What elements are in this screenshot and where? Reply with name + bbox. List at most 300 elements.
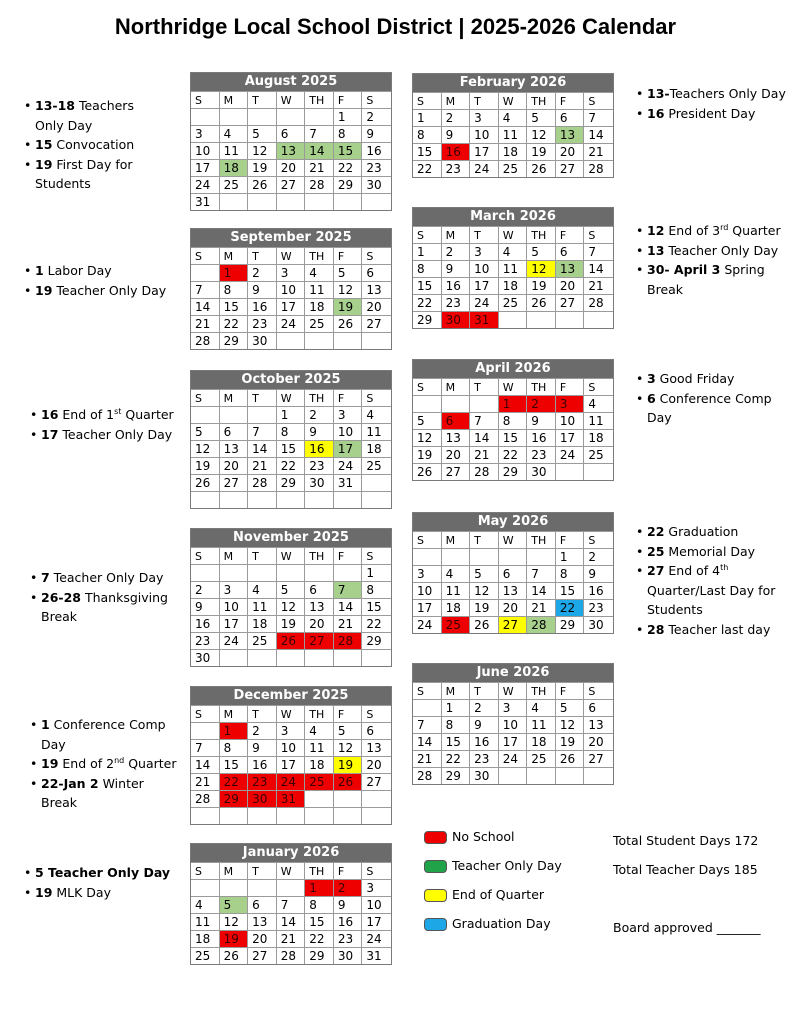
- day-cell: 16: [442, 277, 471, 294]
- empty-cell: [277, 564, 306, 581]
- day-cell: 18: [305, 756, 334, 773]
- day-cell: 20: [556, 143, 585, 160]
- empty-cell: [220, 879, 249, 896]
- day-cell: 16: [334, 913, 363, 930]
- day-cell: 2: [362, 108, 391, 125]
- day-cell: 13: [362, 281, 391, 298]
- note-text: MLK Day: [52, 884, 111, 900]
- empty-cell: [499, 767, 528, 784]
- empty-cell: [220, 807, 249, 824]
- day-cell: 17: [556, 429, 585, 446]
- day-cell: 19: [334, 756, 363, 773]
- note-item: [636, 84, 786, 104]
- note-date: 19: [41, 756, 59, 771]
- day-cell: 16: [248, 298, 277, 315]
- day-cell: 18: [220, 159, 249, 176]
- weekday-header: F: [334, 862, 363, 879]
- empty-cell: [362, 193, 391, 210]
- note-date: 6: [647, 390, 656, 406]
- day-cell: 7: [277, 896, 306, 913]
- weekday-header: S: [413, 682, 442, 699]
- day-cell: 14: [584, 260, 613, 277]
- day-cell: 16: [248, 756, 277, 773]
- day-cell: 31: [470, 311, 499, 328]
- empty-cell: [584, 311, 613, 328]
- month-grid: [191, 705, 391, 824]
- day-cell: 31: [191, 193, 220, 210]
- empty-cell: [413, 548, 442, 565]
- empty-cell: [334, 193, 363, 210]
- day-cell: 11: [499, 126, 528, 143]
- note-text: Convocation: [52, 137, 135, 152]
- day-cell: 9: [248, 281, 277, 298]
- empty-cell: [305, 193, 334, 210]
- day-cell: 20: [362, 298, 391, 315]
- day-cell: 10: [556, 412, 585, 429]
- day-cell: 14: [470, 429, 499, 446]
- empty-cell: [305, 649, 334, 666]
- notes-january: [24, 863, 184, 902]
- day-cell: 19: [470, 599, 499, 616]
- empty-cell: [442, 548, 471, 565]
- note-text: Labor Day: [43, 263, 112, 278]
- weekday-header: T: [248, 91, 277, 108]
- day-cell: 10: [499, 716, 528, 733]
- empty-cell: [248, 879, 277, 896]
- day-cell: 29: [220, 332, 249, 349]
- weekday-header: F: [556, 226, 585, 243]
- weekday-header: TH: [305, 547, 334, 564]
- day-cell: 26: [277, 632, 306, 649]
- day-cell: 1: [413, 109, 442, 126]
- day-cell: 28: [413, 767, 442, 784]
- day-cell: 6: [248, 896, 277, 913]
- day-cell: 4: [220, 125, 249, 142]
- day-cell: 9: [334, 896, 363, 913]
- month-grid: [413, 682, 613, 784]
- day-cell: 7: [413, 716, 442, 733]
- weekday-header: M: [220, 705, 249, 722]
- weekday-header: W: [499, 531, 528, 548]
- weekday-header: F: [556, 92, 585, 109]
- month-grid: [413, 92, 613, 177]
- day-cell: 27: [556, 294, 585, 311]
- note-date: 19: [35, 884, 53, 900]
- notes-march: [636, 221, 786, 299]
- note-ordinal: rd: [720, 222, 729, 232]
- note-item: [24, 135, 164, 155]
- day-cell: 4: [499, 243, 528, 260]
- day-cell: 25: [499, 294, 528, 311]
- empty-cell: [220, 649, 249, 666]
- weekday-header: W: [499, 92, 528, 109]
- weekday-header: T: [470, 378, 499, 395]
- day-cell: 6: [499, 565, 528, 582]
- note-date: 26-28: [41, 589, 81, 605]
- day-cell: 5: [220, 896, 249, 913]
- day-cell: 11: [305, 739, 334, 756]
- day-cell: 20: [220, 457, 249, 474]
- day-cell: 31: [334, 474, 363, 491]
- day-cell: 15: [305, 913, 334, 930]
- note-text: Memorial Day: [664, 543, 756, 559]
- note-text: End of 1: [58, 407, 115, 422]
- total-student-days: Total Student Days 172: [613, 833, 759, 848]
- weekday-header: T: [470, 226, 499, 243]
- day-cell: 28: [527, 616, 556, 633]
- day-cell: 7: [584, 243, 613, 260]
- day-cell: 3: [191, 125, 220, 142]
- day-cell: 10: [413, 582, 442, 599]
- day-cell: 22: [334, 159, 363, 176]
- day-cell: 8: [334, 125, 363, 142]
- weekday-header: S: [584, 531, 613, 548]
- note-date: 16: [647, 105, 665, 121]
- day-cell: 29: [556, 616, 585, 633]
- day-cell: 3: [413, 565, 442, 582]
- weekday-header: T: [248, 247, 277, 264]
- empty-cell: [527, 548, 556, 565]
- day-cell: 30: [584, 616, 613, 633]
- day-cell: 10: [277, 281, 306, 298]
- day-cell: 28: [248, 474, 277, 491]
- day-cell: 5: [556, 699, 585, 716]
- empty-cell: [248, 108, 277, 125]
- weekday-header: M: [442, 92, 471, 109]
- empty-cell: [334, 564, 363, 581]
- day-cell: 2: [584, 548, 613, 565]
- day-cell: 19: [191, 457, 220, 474]
- note-text: End of 2: [58, 756, 115, 771]
- empty-cell: [220, 491, 249, 508]
- note-text: Winter Break: [41, 775, 144, 810]
- empty-cell: [191, 264, 220, 281]
- empty-cell: [305, 807, 334, 824]
- notes-list: [24, 261, 174, 300]
- note-item: [30, 568, 170, 588]
- day-cell: 30: [191, 649, 220, 666]
- day-cell: 9: [584, 565, 613, 582]
- day-cell: 25: [305, 315, 334, 332]
- notes-september: [24, 261, 174, 300]
- day-cell: 17: [499, 733, 528, 750]
- day-cell: 24: [277, 315, 306, 332]
- day-cell: 19: [527, 277, 556, 294]
- day-cell: 13: [556, 260, 585, 277]
- note-date: 25: [647, 543, 665, 559]
- day-cell: 6: [584, 699, 613, 716]
- legend-end-of-quarter-label: End of Quarter: [452, 887, 545, 902]
- month-title: December 2025: [191, 687, 391, 705]
- empty-cell: [362, 491, 391, 508]
- notes-list: [30, 715, 180, 813]
- day-cell: 16: [470, 733, 499, 750]
- note-item: [636, 389, 786, 428]
- day-cell: 1: [442, 699, 471, 716]
- note-text-rest: Quarter: [728, 223, 781, 238]
- empty-cell: [191, 807, 220, 824]
- day-cell: 14: [413, 733, 442, 750]
- day-cell: 25: [527, 750, 556, 767]
- note-item: [30, 715, 180, 754]
- note-item: [636, 221, 786, 241]
- day-cell: 4: [584, 395, 613, 412]
- note-text-rest: Quarter: [121, 407, 174, 422]
- empty-cell: [220, 406, 249, 423]
- day-cell: 22: [305, 930, 334, 947]
- day-cell: 17: [470, 143, 499, 160]
- note-text: First Day for Students: [35, 156, 133, 191]
- day-cell: 5: [527, 243, 556, 260]
- day-cell: 13: [277, 142, 306, 159]
- weekday-header: S: [584, 92, 613, 109]
- legend-no-school-label: No School: [452, 829, 515, 844]
- empty-cell: [305, 790, 334, 807]
- weekday-header: T: [248, 547, 277, 564]
- empty-cell: [334, 332, 363, 349]
- day-cell: 12: [277, 598, 306, 615]
- day-cell: 22: [556, 599, 585, 616]
- day-cell: 21: [470, 446, 499, 463]
- day-cell: 20: [556, 277, 585, 294]
- day-cell: 30: [248, 790, 277, 807]
- empty-cell: [220, 193, 249, 210]
- day-cell: 8: [499, 412, 528, 429]
- day-cell: 9: [442, 126, 471, 143]
- weekday-header: S: [413, 226, 442, 243]
- empty-cell: [334, 491, 363, 508]
- weekday-header: W: [499, 378, 528, 395]
- note-item: [30, 754, 180, 774]
- empty-cell: [499, 311, 528, 328]
- weekday-header: S: [191, 705, 220, 722]
- empty-cell: [305, 108, 334, 125]
- weekday-header: TH: [305, 705, 334, 722]
- day-cell: 25: [584, 446, 613, 463]
- day-cell: 15: [334, 142, 363, 159]
- day-cell: 23: [248, 315, 277, 332]
- day-cell: 24: [470, 160, 499, 177]
- day-cell: 17: [277, 298, 306, 315]
- day-cell: 19: [413, 446, 442, 463]
- day-cell: 17: [470, 277, 499, 294]
- day-cell: 12: [248, 142, 277, 159]
- day-cell: 13: [362, 739, 391, 756]
- empty-cell: [413, 395, 442, 412]
- note-date: 13-: [647, 86, 670, 101]
- day-cell: 8: [277, 423, 306, 440]
- month-title: September 2025: [191, 229, 391, 247]
- note-item: [24, 96, 164, 135]
- day-cell: 10: [220, 598, 249, 615]
- weekday-header: S: [584, 682, 613, 699]
- empty-cell: [362, 649, 391, 666]
- day-cell: 16: [305, 440, 334, 457]
- day-cell: 6: [277, 125, 306, 142]
- day-cell: 2: [442, 243, 471, 260]
- note-item: [30, 588, 170, 627]
- day-cell: 19: [556, 733, 585, 750]
- calendar-mar-2026: [412, 207, 614, 329]
- day-cell: 26: [527, 294, 556, 311]
- day-cell: 20: [248, 930, 277, 947]
- note-date: 19: [35, 156, 53, 172]
- day-cell: 14: [334, 598, 363, 615]
- note-item: [30, 405, 180, 425]
- day-cell: 2: [248, 264, 277, 281]
- weekday-header: T: [470, 682, 499, 699]
- notes-october: [30, 405, 180, 444]
- day-cell: 27: [248, 947, 277, 964]
- empty-cell: [248, 491, 277, 508]
- calendar-apr-2026: [412, 359, 614, 481]
- day-cell: 23: [248, 773, 277, 790]
- day-cell: 10: [362, 896, 391, 913]
- calendar-aug-2025: [190, 72, 392, 211]
- weekday-header: TH: [527, 682, 556, 699]
- month-title: November 2025: [191, 529, 391, 547]
- day-cell: 9: [362, 125, 391, 142]
- month-grid: [191, 389, 391, 508]
- weekday-header: W: [277, 547, 306, 564]
- day-cell: 26: [220, 947, 249, 964]
- day-cell: 11: [584, 412, 613, 429]
- day-cell: 9: [527, 412, 556, 429]
- day-cell: 4: [442, 565, 471, 582]
- day-cell: 5: [334, 264, 363, 281]
- note-item: [24, 261, 174, 281]
- day-cell: 27: [362, 773, 391, 790]
- day-cell: 14: [248, 440, 277, 457]
- empty-cell: [277, 491, 306, 508]
- day-cell: 10: [277, 739, 306, 756]
- day-cell: 8: [442, 716, 471, 733]
- empty-cell: [248, 564, 277, 581]
- day-cell: 1: [362, 564, 391, 581]
- note-text: Conference Comp Day: [41, 717, 166, 752]
- empty-cell: [334, 790, 363, 807]
- empty-cell: [556, 463, 585, 480]
- day-cell: 9: [248, 739, 277, 756]
- day-cell: 26: [556, 750, 585, 767]
- empty-cell: [191, 491, 220, 508]
- day-cell: 18: [191, 930, 220, 947]
- weekday-header: TH: [305, 389, 334, 406]
- weekday-header: M: [220, 91, 249, 108]
- note-item: [24, 281, 174, 301]
- day-cell: 23: [584, 599, 613, 616]
- empty-cell: [248, 807, 277, 824]
- day-cell: 13: [584, 716, 613, 733]
- day-cell: 4: [527, 699, 556, 716]
- day-cell: 15: [442, 733, 471, 750]
- weekday-header: F: [556, 378, 585, 395]
- empty-cell: [220, 564, 249, 581]
- day-cell: 1: [220, 722, 249, 739]
- day-cell: 7: [191, 281, 220, 298]
- weekday-header: S: [362, 705, 391, 722]
- weekday-header: F: [334, 547, 363, 564]
- legend-teacher-only-label: Teacher Only Day: [452, 858, 562, 873]
- day-cell: 9: [305, 423, 334, 440]
- weekday-header: S: [584, 226, 613, 243]
- month-grid: [191, 91, 391, 210]
- weekday-header: F: [334, 91, 363, 108]
- note-text: Thanksgiving Break: [41, 589, 168, 624]
- note-date: 1: [41, 717, 50, 732]
- day-cell: 1: [220, 264, 249, 281]
- day-cell: 14: [191, 756, 220, 773]
- day-cell: 8: [362, 581, 391, 598]
- weekday-header: M: [442, 531, 471, 548]
- day-cell: 12: [220, 913, 249, 930]
- note-date: 17: [41, 426, 59, 442]
- day-cell: 11: [362, 423, 391, 440]
- day-cell: 17: [191, 159, 220, 176]
- weekday-header: T: [248, 389, 277, 406]
- day-cell: 9: [191, 598, 220, 615]
- day-cell: 24: [499, 750, 528, 767]
- day-cell: 28: [305, 176, 334, 193]
- weekday-header: M: [220, 247, 249, 264]
- notes-list: [636, 522, 786, 639]
- day-cell: 5: [334, 722, 363, 739]
- note-date: 28: [647, 621, 665, 637]
- notes-list: [24, 96, 164, 194]
- empty-cell: [305, 332, 334, 349]
- day-cell: 24: [362, 930, 391, 947]
- day-cell: 13: [220, 440, 249, 457]
- day-cell: 12: [470, 582, 499, 599]
- note-ordinal: th: [720, 562, 729, 572]
- weekday-header: M: [220, 862, 249, 879]
- day-cell: 4: [362, 406, 391, 423]
- day-cell: 30: [527, 463, 556, 480]
- day-cell: 13: [442, 429, 471, 446]
- empty-cell: [191, 722, 220, 739]
- empty-cell: [248, 193, 277, 210]
- day-cell: 6: [362, 722, 391, 739]
- day-cell: 15: [413, 143, 442, 160]
- weekday-header: W: [277, 91, 306, 108]
- day-cell: 19: [277, 615, 306, 632]
- day-cell: 14: [527, 582, 556, 599]
- calendar-feb-2026: [412, 73, 614, 178]
- day-cell: 11: [305, 281, 334, 298]
- note-date: 13: [647, 242, 665, 258]
- note-item: [636, 561, 786, 620]
- weekday-header: TH: [527, 226, 556, 243]
- day-cell: 5: [248, 125, 277, 142]
- notes-december: [30, 715, 180, 813]
- day-cell: 29: [220, 790, 249, 807]
- day-cell: 24: [470, 294, 499, 311]
- day-cell: 13: [556, 126, 585, 143]
- note-text: Spring Break: [647, 262, 765, 297]
- note-date: 12: [647, 223, 665, 238]
- day-cell: 20: [362, 756, 391, 773]
- day-cell: 9: [470, 716, 499, 733]
- weekday-header: F: [334, 389, 363, 406]
- day-cell: 31: [277, 790, 306, 807]
- day-cell: 19: [220, 930, 249, 947]
- day-cell: 28: [191, 332, 220, 349]
- day-cell: 7: [334, 581, 363, 598]
- note-ordinal: st: [114, 406, 122, 416]
- empty-cell: [248, 649, 277, 666]
- notes-list: [24, 863, 184, 902]
- day-cell: 14: [305, 142, 334, 159]
